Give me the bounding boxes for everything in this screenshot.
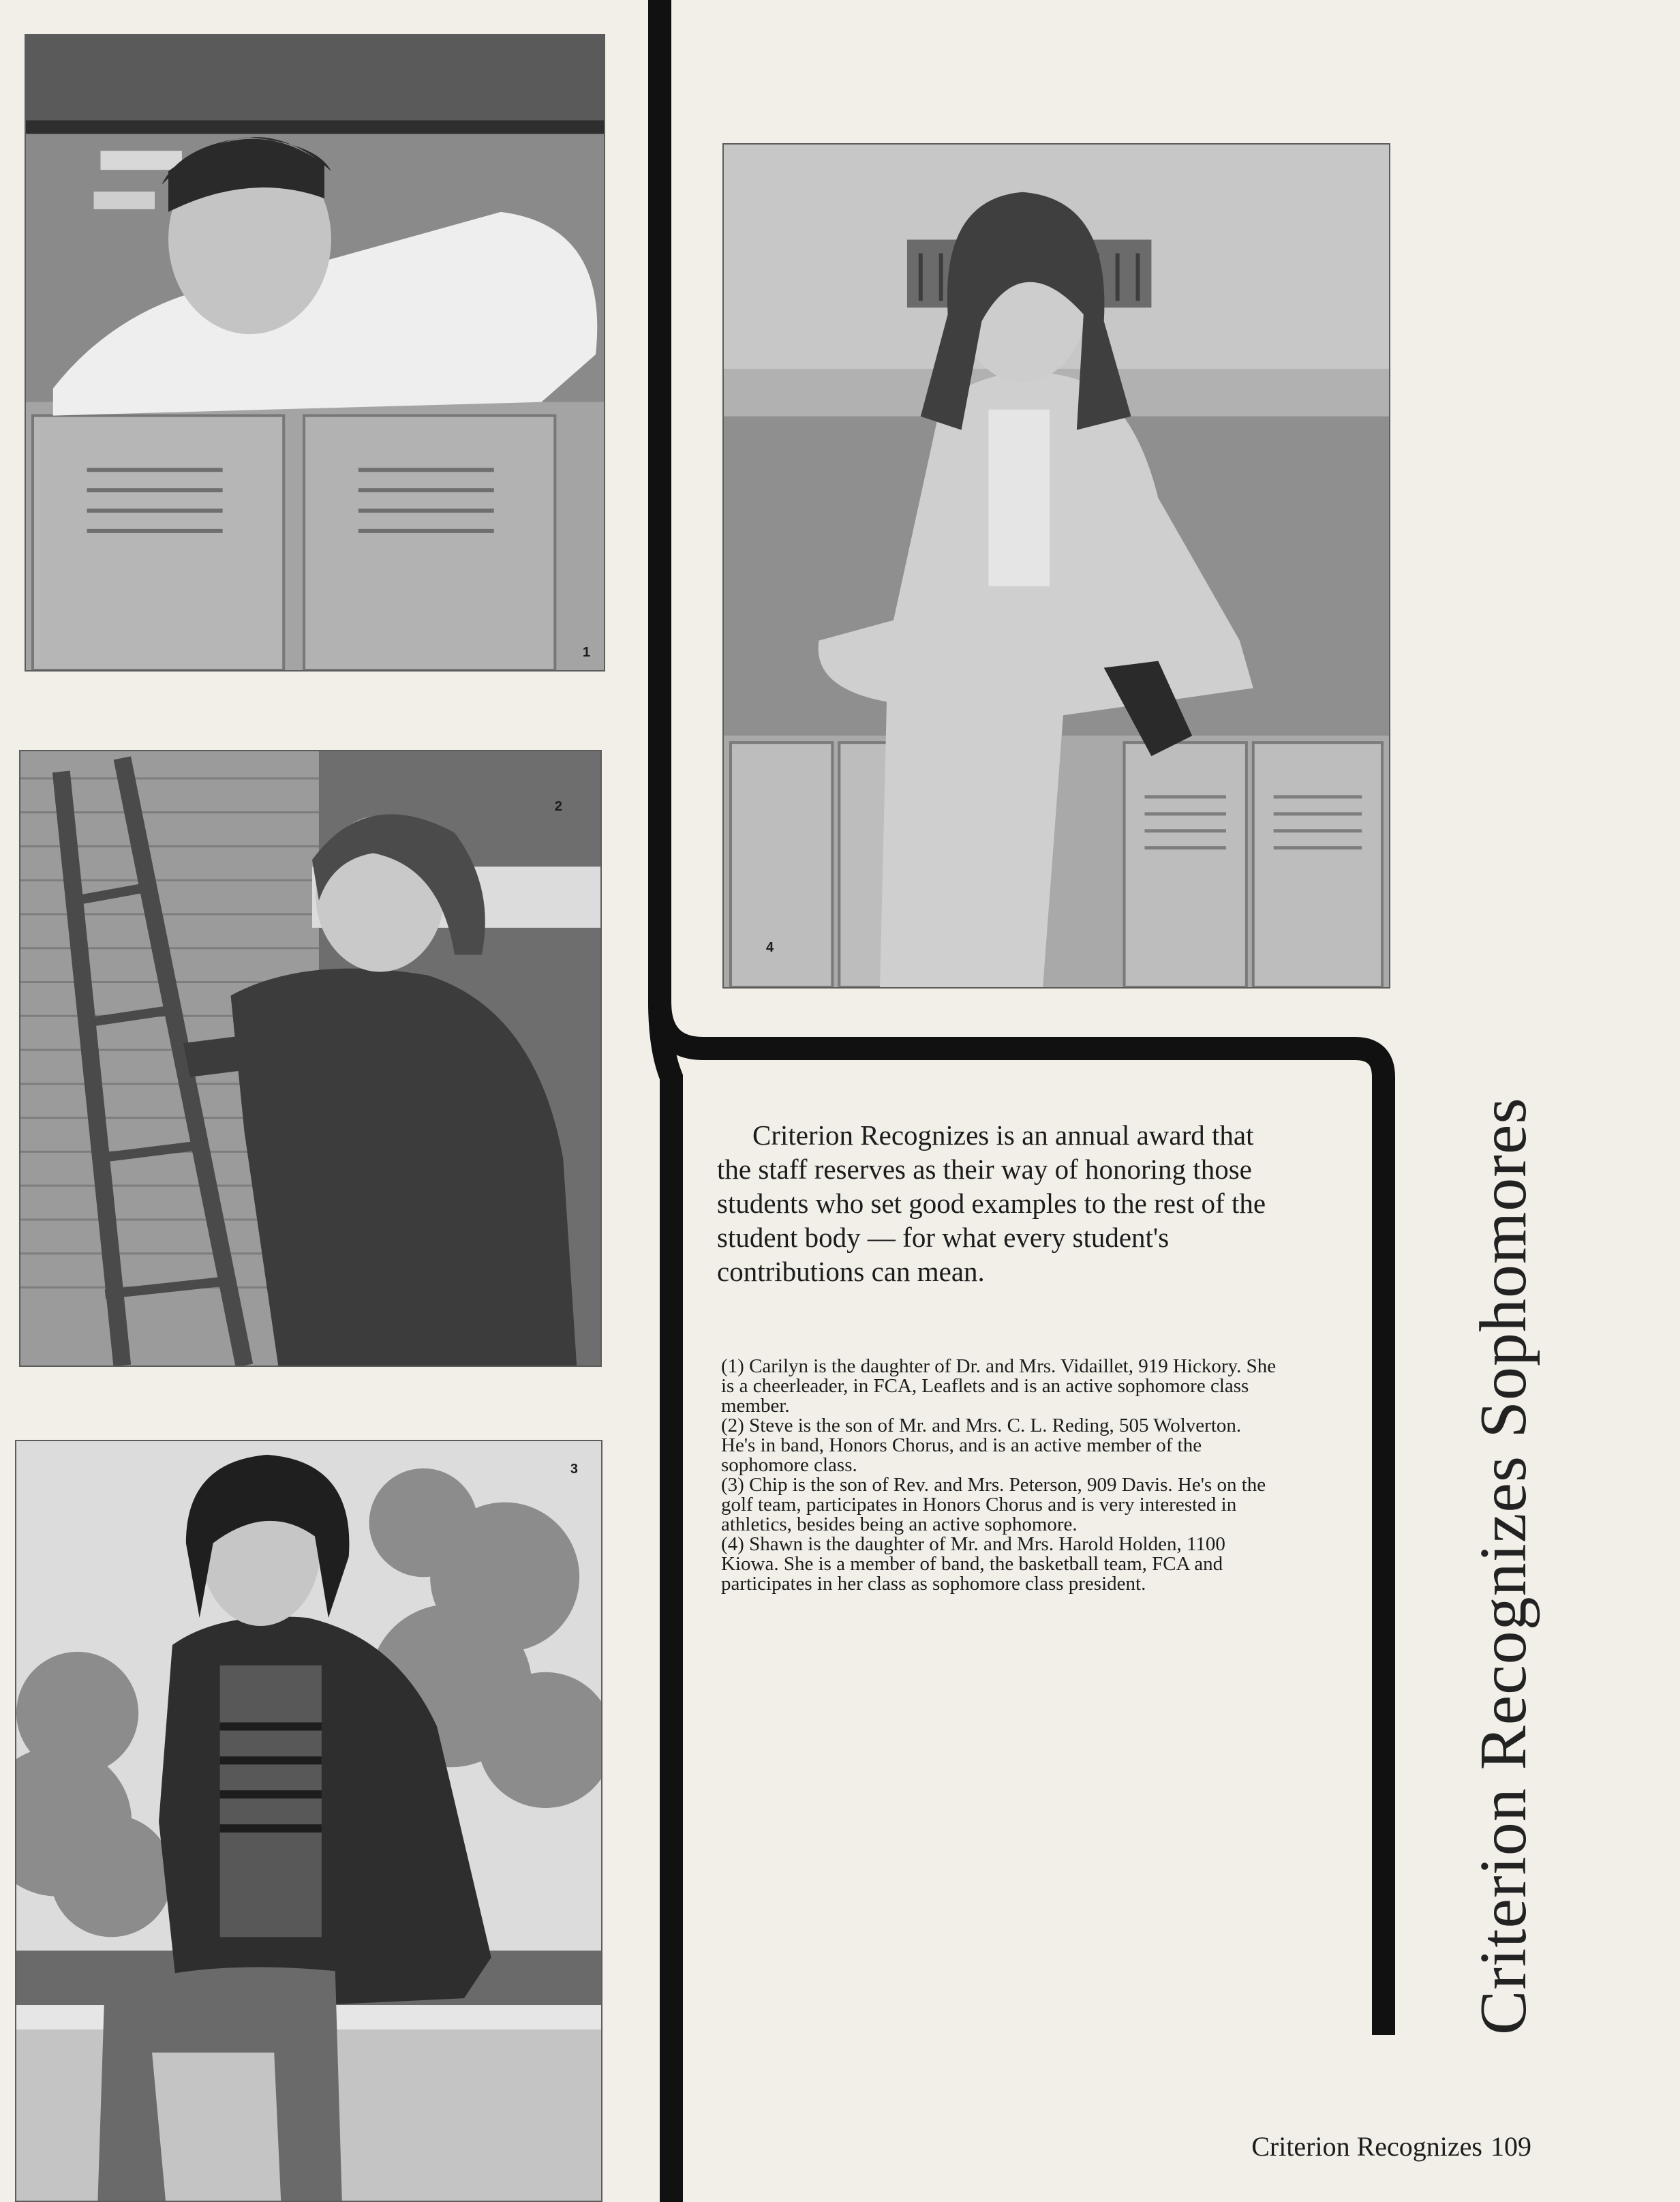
page-number: 109 [1491, 2131, 1531, 2162]
photo-4 [722, 143, 1390, 989]
caption-1: (1) Carilyn is the daughter of Dr. and Mrs. Vidaillet, 919 Hickory. She is a cheerleader, in FCA, Leaflets and is an active sophomore class member. [721, 1355, 1277, 1417]
caption-3: (3) Chip is the son of Rev. and Mrs. Peterson, 909 Davis. He's on the golf team, participates in Honors Chorus and is very interested in athletics, besides being an active sophomore. [721, 1474, 1266, 1535]
photo-1 [25, 34, 605, 672]
photo-captions [721, 1357, 1280, 1594]
caption-2: (2) Steve is the son of Mr. and Mrs. C. L. Reding, 505 Wolverton. He's in band, Honors Chorus, and is an active member of the sophomore class. [721, 1415, 1242, 1476]
photo-4-image [724, 145, 1389, 987]
photo-2-image [20, 751, 600, 1366]
side-title: Criterion Recognizes Sophomores [1467, 1097, 1540, 2035]
photo-1-image [26, 35, 604, 670]
photo-3 [15, 1440, 602, 2202]
photo-2 [19, 750, 602, 1367]
photo-3-image [16, 1441, 601, 2201]
footer-section: Criterion Recognizes [1251, 2131, 1482, 2162]
photo-1-number: 1 [582, 645, 590, 660]
photo-2-number: 2 [554, 799, 562, 814]
photo-3-number: 3 [570, 1462, 578, 1477]
intro-paragraph: Criterion Recognizes is an annual award that the staff reserves as their way of honoring those students who set good examples to the rest of the student body — for what every student's contributions can mean. [717, 1119, 1266, 1288]
page-footer [1251, 2130, 1531, 2162]
photo-4-number: 4 [766, 940, 774, 955]
caption-4: (4) Shawn is the daughter of Mr. and Mrs. Harold Holden, 1100 Kiowa. She is a member of band, the basketball team, FCA and participates in her class as sophomore class president. [721, 1533, 1225, 1595]
